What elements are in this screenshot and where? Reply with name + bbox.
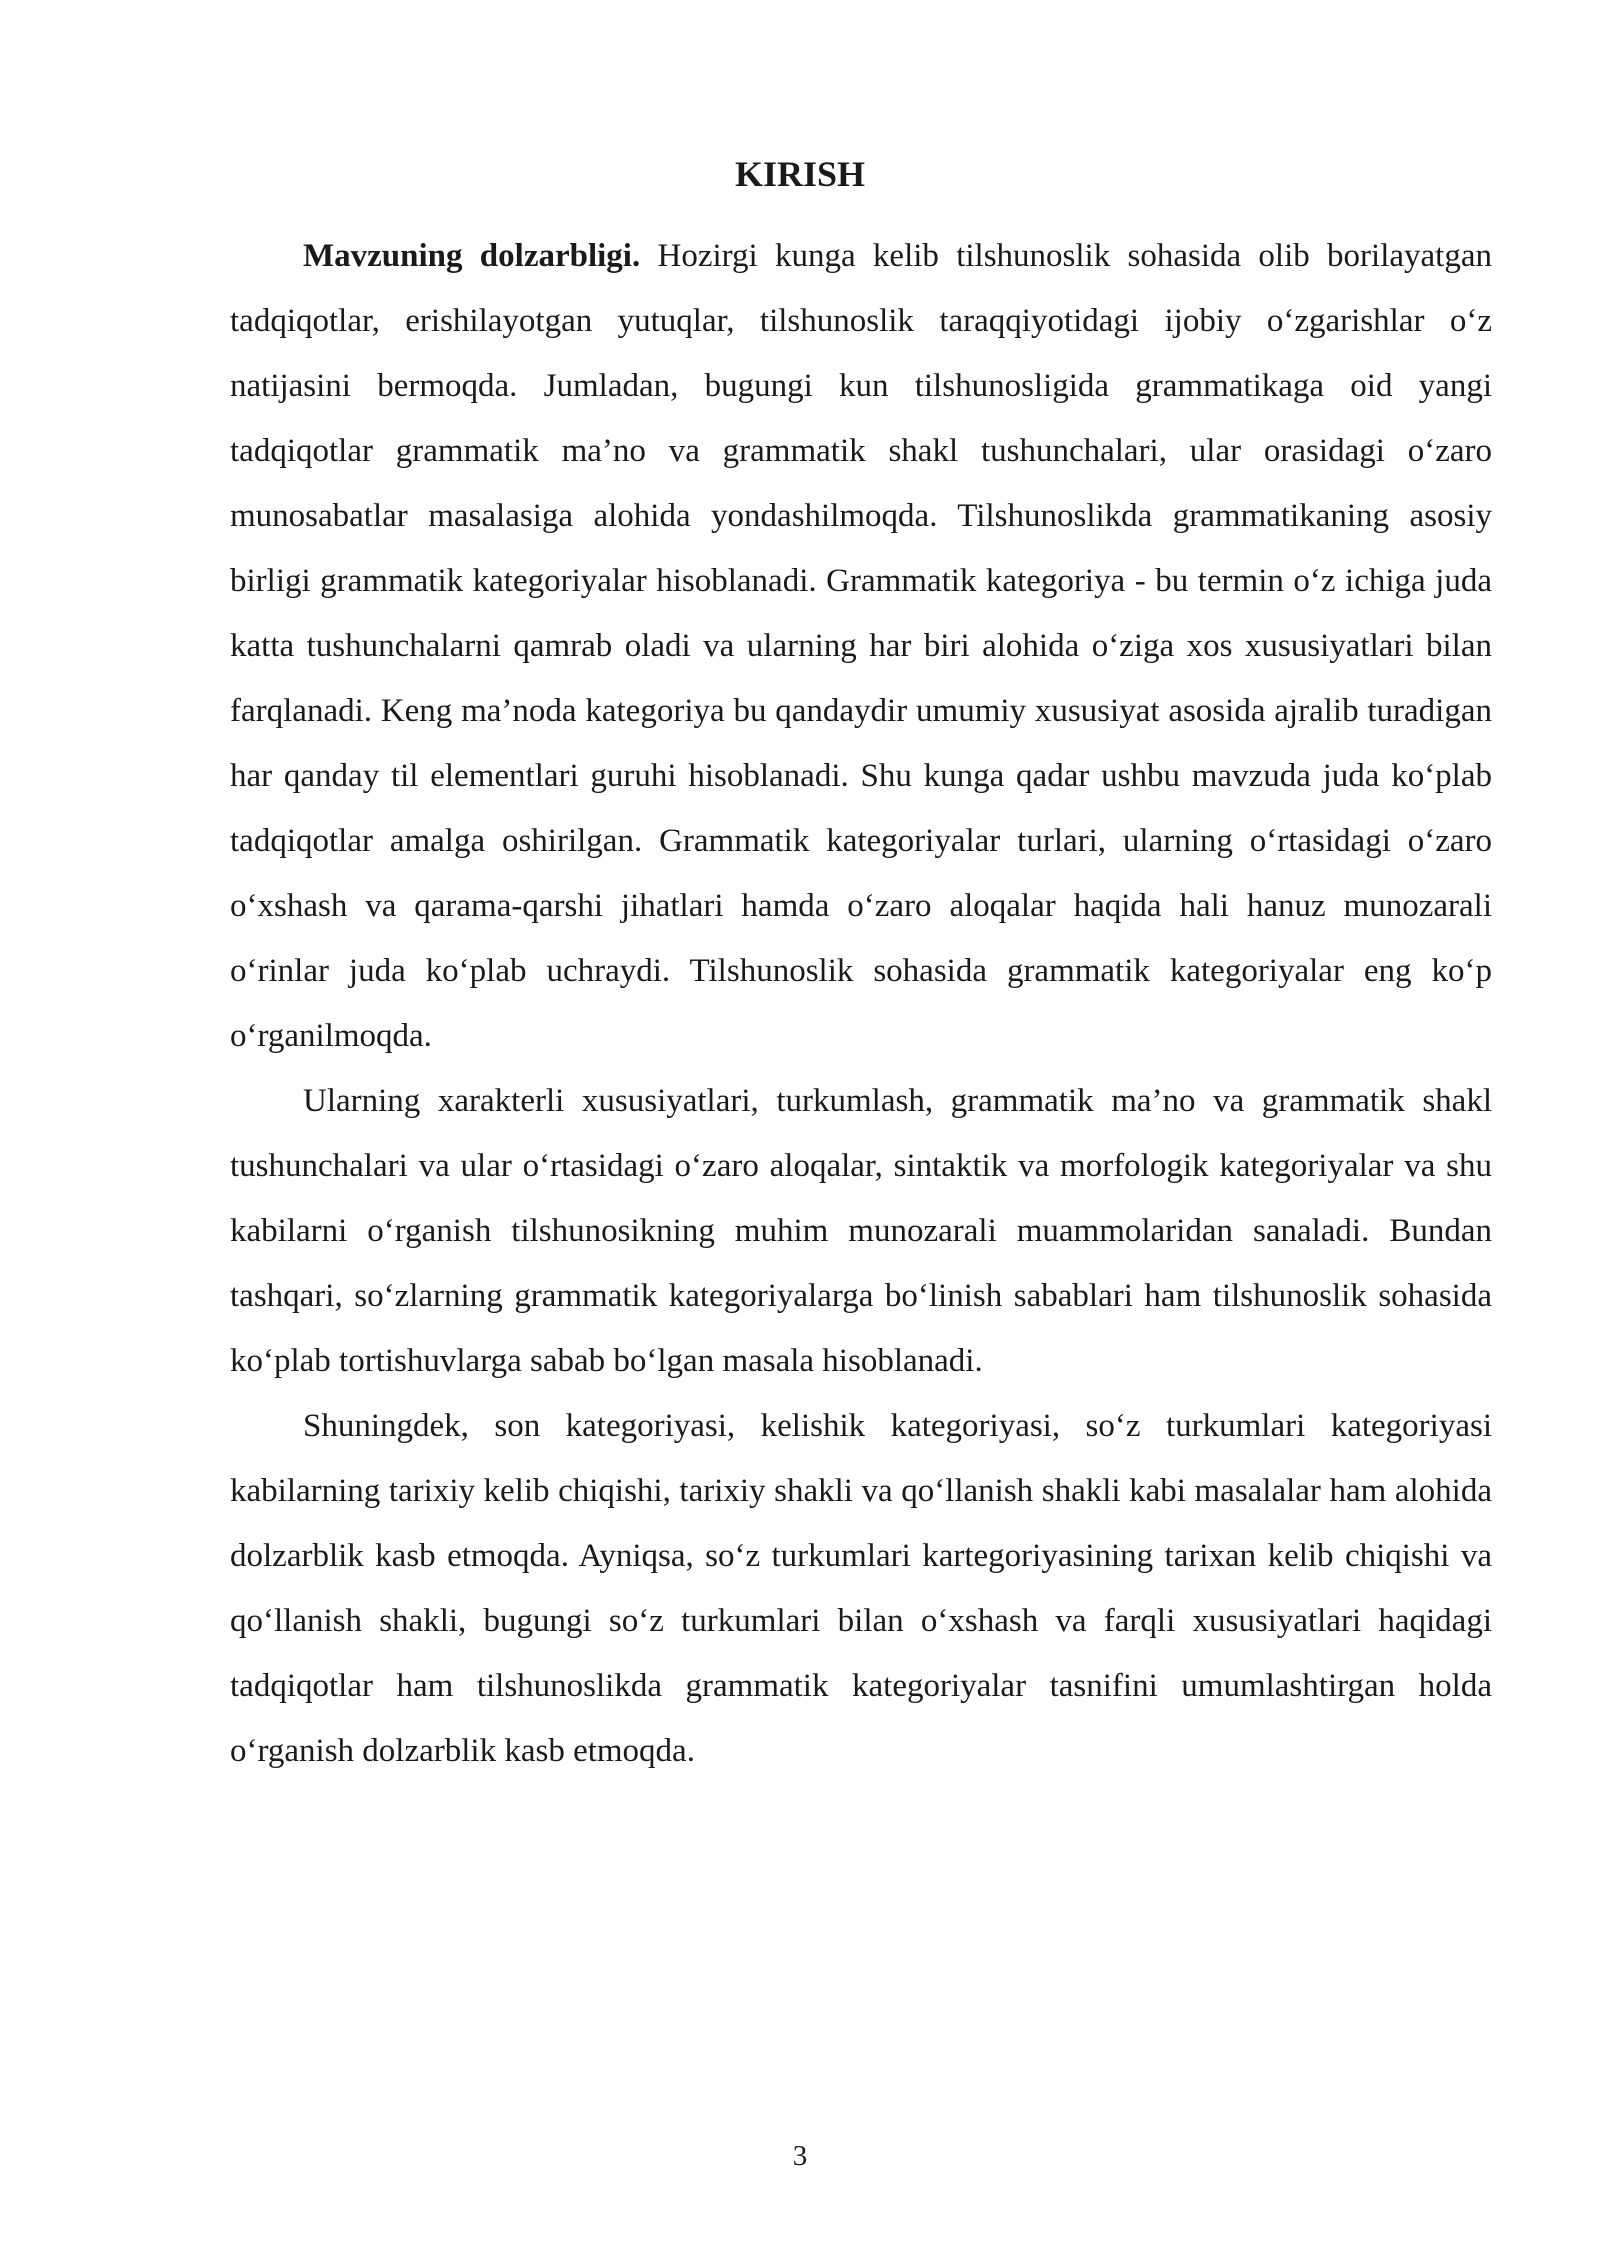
page-number: 3 [792, 2140, 808, 2172]
paragraph-categories [230, 1394, 1492, 1784]
paragraph-characteristics [230, 1069, 1492, 1394]
section-heading: KIRISH [734, 154, 866, 194]
body-text [230, 224, 1492, 1784]
paragraph-text: Hozirgi kunga kelib tilshunoslik sohasida olib borilayatgan tadqiqotlar, erishilayotgan yutuqlar, tilshunoslik taraqqiyotidagi ijobiy o‘zgarishlar o‘z natijasini bermoqda. Jumladan, bugungi kun tilshunosligida grammatikaga oid yangi tadqiqotlar grammatik ma’no va grammatik shakl tushunchalari, ular orasidagi o‘zaro munosabatlar masalasiga alohida yondashilmoqda. Tilshunoslikda grammatikaning asosiy birligi grammatik kategoriyalar hisoblanadi. Grammatik kategoriya - bu termin o‘z ichiga juda katta tushunchalarni qamrab oladi va ularning har biri alohida o‘ziga xos xususiyatlari bilan farqlanadi. Keng ma’noda kategoriya bu qandaydir umumiy xususiyat asosida ajralib turadigan har qanday til elementlari guruhi hisoblanadi. Shu kunga qadar ushbu mavzuda juda ko‘plab tadqiqotlar amalga oshirilgan. Grammatik kategoriyalar turlari, ularning o‘rtasidagi o‘zaro o‘xshash va qarama-qarshi jihatlari hamda o‘zaro aloqalar haqida hali hanuz munozarali o‘rinlar juda ko‘plab uchraydi. Tilshunoslik sohasida grammatik kategoriyalar eng ko‘p o‘rganilmoqda. [230, 238, 1492, 1054]
paragraph-lead: Mavzuning dolzarbligi. [303, 238, 641, 274]
paragraph-text: Ularning xarakterli xususiyatlari, turkumlash, grammatik ma’no va grammatik shakl tushunchalari va ular o‘rtasidagi o‘zaro aloqalar, sintaktik va morfologik kategoriyalar va shu kabilarni o‘rganish tilshunosikning muhim munozarali muammolaridan sanaladi. Bundan tashqari, so‘zlarning grammatik kategoriyalarga bo‘linish sabablari ham tilshunoslik sohasida ko‘plab tortishuvlarga sabab bo‘lgan masala hisoblanadi. [230, 1083, 1492, 1379]
paragraph-text: Shuningdek, son kategoriyasi, kelishik kategoriyasi, so‘z turkumlari kategoriyasi kabilarning tarixiy kelib chiqishi, tarixiy shakli va qo‘llanish shakli kabi masalalar ham alohida dolzarblik kasb etmoqda. Ayniqsa, so‘z turkumlari kartegoriyasining tarixan kelib chiqishi va qo‘llanish shakli, bugungi so‘z turkumlari bilan o‘xshash va farqli xususiyatlari haqidagi tadqiqotlar ham tilshunoslikda grammatik kategoriyalar tasnifini umumlashtirgan holda o‘rganish dolzarblik kasb etmoqda. [230, 1408, 1492, 1769]
paragraph-relevance [230, 224, 1492, 1069]
